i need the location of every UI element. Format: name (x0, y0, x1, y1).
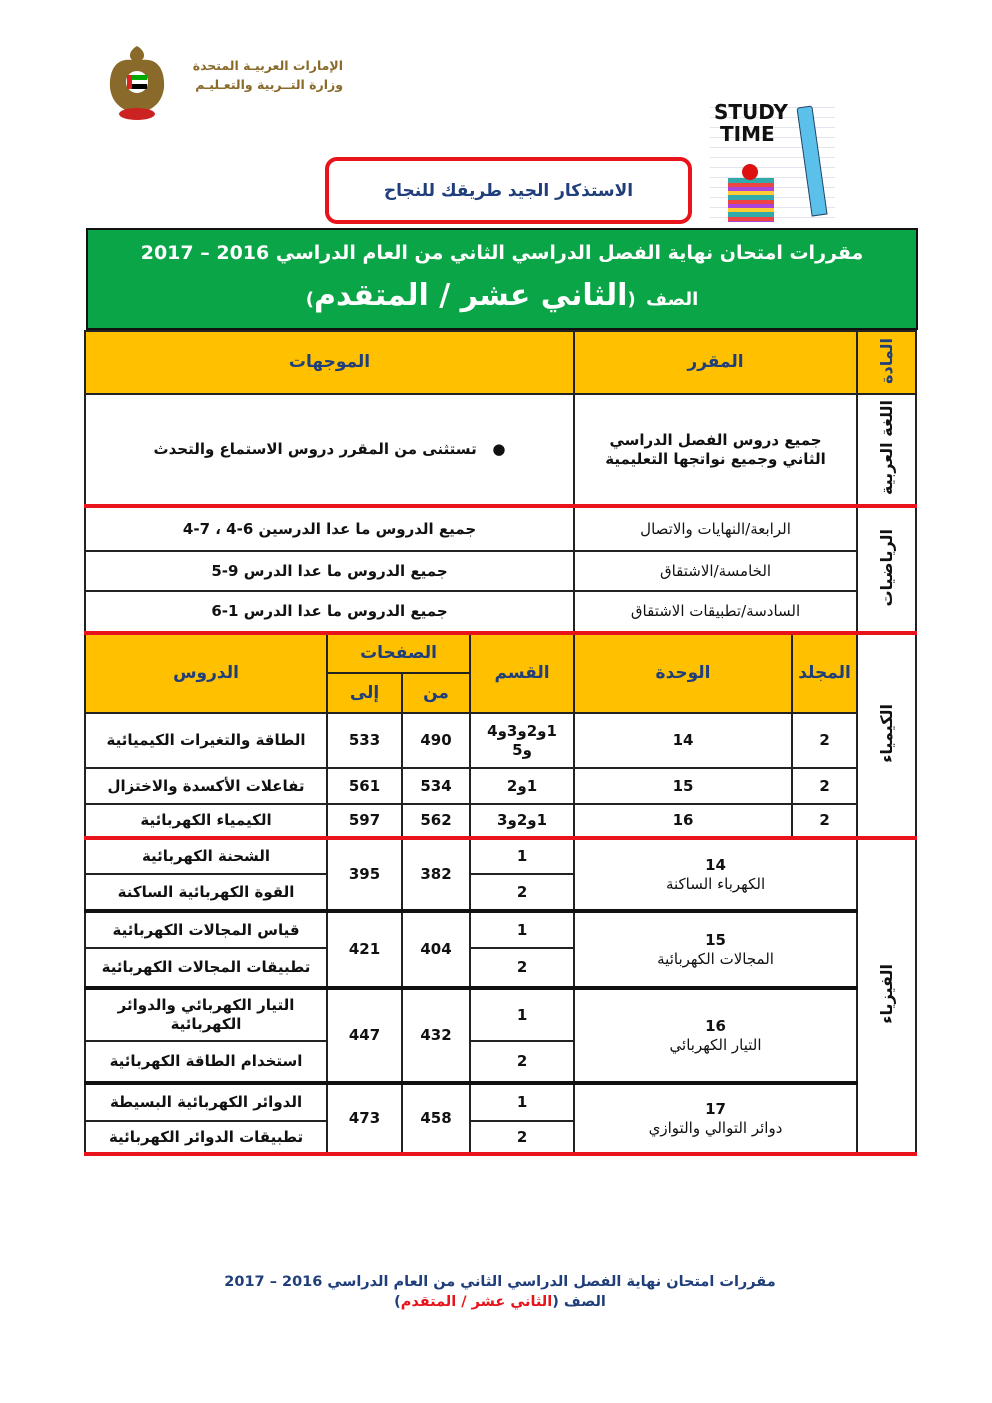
lesson-cell: استخدام الطاقة الكهربائية (85, 1041, 327, 1083)
to-header: إلى (327, 673, 402, 713)
unit-cell: 16 (574, 804, 792, 838)
volume-cell: 2 (792, 768, 857, 804)
to-cell: 561 (327, 768, 402, 804)
section-cell: 1و2و3و4 و5 (470, 713, 574, 768)
chemistry-row (85, 713, 916, 768)
lesson-cell: التيار الكهربائي والدوائر الكهربائية (85, 988, 327, 1041)
exam-title: مقررات امتحان نهاية الفصل الدراسي الثاني من العام الدراسي 2016 – 2017 (140, 242, 864, 264)
arabic-guidance: ● تستثنى من المقرر دروس الاستماع والتحدث (85, 394, 574, 506)
grade-name: الثاني عشر / المتقدم (313, 278, 628, 313)
unit-cell: 14 (574, 713, 792, 768)
ministry-line-1: الإمارات العربيـة المتحدة (192, 58, 343, 73)
unit-cell (574, 838, 857, 911)
from-cell: 534 (402, 768, 470, 804)
chemistry-row (85, 804, 916, 838)
from-cell: 562 (402, 804, 470, 838)
grade-prefix: الصف (646, 289, 699, 310)
grade-title: الصف (الثاني عشر / المتقدم) (305, 278, 699, 313)
unit-name: دوائر التوالي والتوازي (648, 1118, 783, 1137)
section-cell: 1و2 (470, 768, 574, 804)
motto-box: الاستذكار الجيد طريقك للنجاح (325, 157, 692, 224)
lessons-header: الدروس (85, 633, 327, 713)
section-cell: 1 (470, 911, 574, 948)
section-cell: 2 (470, 1121, 574, 1154)
math-course: الرابعة/النهايات والاتصال (574, 506, 857, 551)
unit-number: 17 (705, 1099, 726, 1118)
lesson-cell: الشحنة الكهربائية (85, 838, 327, 874)
unit-name: الكهرباء الساكنة (665, 874, 766, 893)
ministry-name (178, 56, 343, 94)
subject-physics: الفيزياء (857, 838, 916, 1154)
subject-math: الرياضيات (857, 506, 916, 633)
section-cell: 2 (470, 1041, 574, 1083)
from-cell: 404 (402, 911, 470, 988)
lesson-cell: القوة الكهربائية الساكنة (85, 874, 327, 911)
from-cell: 458 (402, 1083, 470, 1154)
volume-cell: 2 (792, 804, 857, 838)
from-cell: 490 (402, 713, 470, 768)
math-course: السادسة/تطبيقات الاشتقاق (574, 591, 857, 633)
volume-cell: 2 (792, 713, 857, 768)
section-header: القسم (470, 633, 574, 713)
pencil-icon (796, 105, 827, 216)
physics-unit-row (85, 838, 916, 874)
to-cell: 473 (327, 1083, 402, 1154)
math-guidance: جميع الدروس ما عدا الدرس 1-6 (85, 591, 574, 633)
volume-header: المجلد (792, 633, 857, 713)
lesson-cell: الدوائر الكهربائية البسيطة (85, 1083, 327, 1121)
footer-title: مقررات امتحان نهاية الفصل الدراسي الثاني من العام الدراسي 2016 – 2017 (224, 1274, 776, 1290)
unit-name: التيار الكهربائي (669, 1035, 762, 1054)
guidance-header: الموجهات (85, 331, 574, 394)
time-word: TIME (720, 122, 775, 146)
study-word: STUDY (714, 100, 788, 124)
physics-unit-row (85, 988, 916, 1041)
unit-number: 16 (705, 1016, 726, 1035)
unit-cell: 15 (574, 768, 792, 804)
unit-number: 14 (705, 855, 726, 874)
to-cell: 597 (327, 804, 402, 838)
from-header: من (402, 673, 470, 713)
subject-header: المادة (857, 331, 916, 394)
from-cell: 382 (402, 838, 470, 911)
lesson-cell: تطبيقات المجالات الكهربائية (85, 948, 327, 988)
to-cell: 421 (327, 911, 402, 988)
to-cell: 447 (327, 988, 402, 1083)
footer-grade-prefix: الصف (563, 1294, 606, 1310)
math-course: الخامسة/الاشتقاق (574, 551, 857, 591)
footer-grade: الصف (الثاني عشر / المتقدم) (394, 1294, 606, 1310)
books-icon (728, 178, 774, 222)
lesson-cell: تفاعلات الأكسدة والاختزال (85, 768, 327, 804)
lesson-cell: قياس المجالات الكهربائية (85, 911, 327, 948)
chemistry-row (85, 768, 916, 804)
to-cell: 533 (327, 713, 402, 768)
ministry-line-2: وزارة التــربية والتعـليـم (195, 77, 343, 92)
course-header: المقرر (574, 331, 857, 394)
pages-header: الصفحات (327, 633, 470, 673)
section-cell: 1و2و3 (470, 804, 574, 838)
unit-name: المجالات الكهربائية (657, 949, 774, 968)
footer-grade-name: الثاني عشر / المتقدم (400, 1294, 553, 1310)
arabic-course: جميع دروس الفصل الدراسي الثاني وجميع نواتجها التعليمية (574, 394, 857, 506)
exam-syllabus-table (84, 330, 917, 1156)
section-cell: 2 (470, 948, 574, 988)
apple-icon (742, 164, 758, 180)
footer (200, 1272, 800, 1312)
unit-number: 15 (705, 930, 726, 949)
lesson-cell: الطاقة والتغيرات الكيميائية (85, 713, 327, 768)
lesson-cell: الكيمياء الكهربائية (85, 804, 327, 838)
unit-header: الوحدة (574, 633, 792, 713)
from-cell: 432 (402, 988, 470, 1083)
lesson-cell: تطبيقات الدوائر الكهربائية (85, 1121, 327, 1154)
math-guidance: جميع الدروس ما عدا الدرسين 6-4 ، 7-4 (85, 506, 574, 551)
math-guidance: جميع الدروس ما عدا الدرس 9-5 (85, 551, 574, 591)
section-cell: 1 (470, 1083, 574, 1121)
title-banner (86, 228, 918, 330)
physics-unit-row (85, 911, 916, 948)
section-cell: 2 (470, 874, 574, 911)
unit-cell (574, 988, 857, 1083)
subject-chemistry: الكيمياء (857, 633, 916, 838)
unit-cell (574, 911, 857, 988)
physics-unit-row (85, 1083, 916, 1121)
uae-emblem-logo (106, 44, 168, 122)
section-cell: 1 (470, 838, 574, 874)
subject-arabic: اللغة العربية (857, 394, 916, 506)
section-cell: 1 (470, 988, 574, 1041)
unit-cell (574, 1083, 857, 1154)
to-cell: 395 (327, 838, 402, 911)
study-time-illustration (710, 98, 835, 226)
